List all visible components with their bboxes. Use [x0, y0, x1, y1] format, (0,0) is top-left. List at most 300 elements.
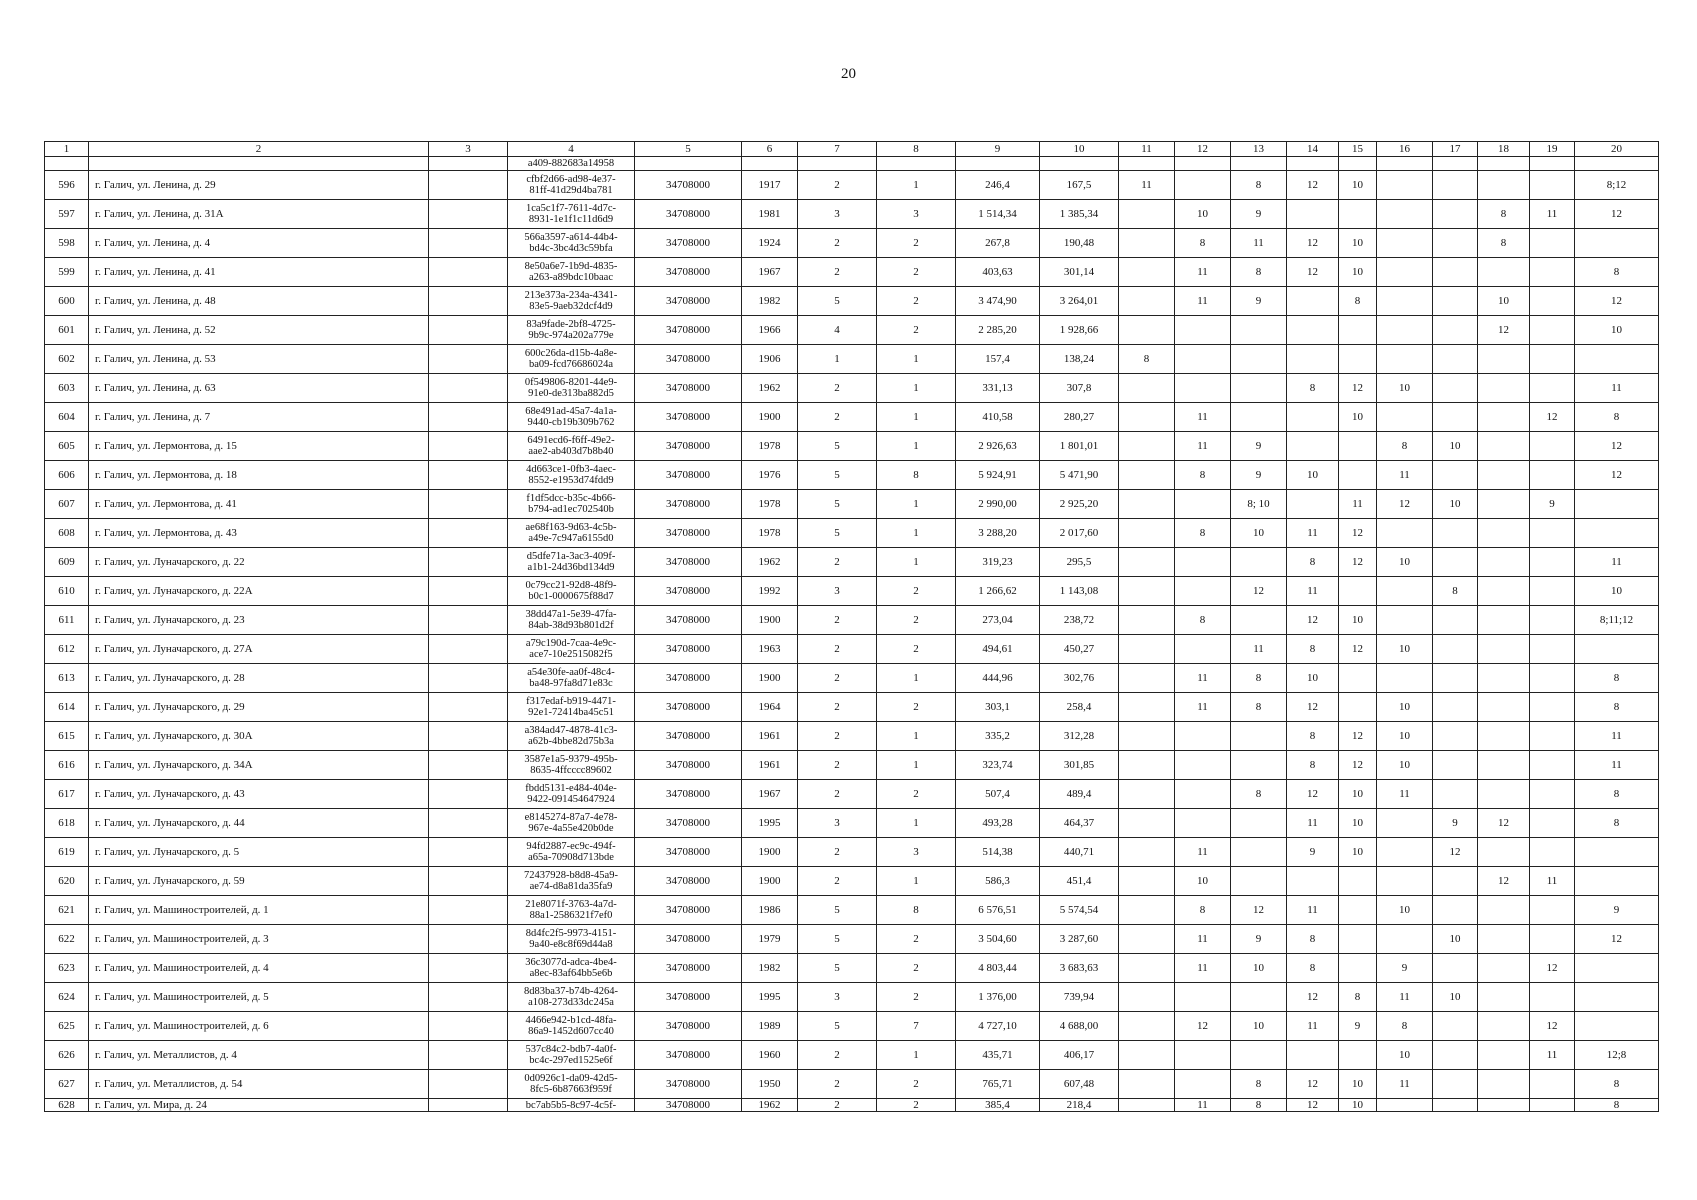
- col15-cell: 10: [1339, 1070, 1377, 1099]
- uuid-cell: [508, 403, 635, 432]
- col19-cell: 11: [1530, 1041, 1575, 1070]
- col15-cell: 11: [1339, 490, 1377, 519]
- col15-cell: [1339, 954, 1377, 983]
- col18-cell: 8: [1478, 200, 1530, 229]
- uuid-line-1: 6491ecd6-f6ff-49e2-: [527, 435, 615, 446]
- col13-cell: 9: [1231, 200, 1287, 229]
- uuid-line-1: 3587e1a5-9379-495b-: [524, 754, 618, 765]
- uuid-line-2: b794-ad1ec702540b: [528, 504, 614, 515]
- col19-cell: [1530, 345, 1575, 374]
- col17-cell: [1433, 403, 1478, 432]
- year-cell: 1982: [742, 954, 798, 983]
- col20-cell: 12: [1575, 287, 1659, 316]
- area-total-cell: 331,13: [956, 374, 1040, 403]
- table-row-continued: [45, 157, 1659, 171]
- col11-cell: [1119, 374, 1175, 403]
- uuid-cell: [508, 635, 635, 664]
- uuid-line-1: 38dd47a1-5e39-47fa-: [525, 609, 617, 620]
- uuid-cell: [508, 1070, 635, 1099]
- col15-cell: [1339, 867, 1377, 896]
- uuid-cell: [508, 258, 635, 287]
- col18-cell: 10: [1478, 287, 1530, 316]
- uuid-cell: [508, 345, 635, 374]
- table-row: [45, 664, 1659, 693]
- col14-cell: [1287, 316, 1339, 345]
- col14-cell: 11: [1287, 519, 1339, 548]
- entrances-cell: 1: [877, 490, 956, 519]
- col14-cell: [1287, 490, 1339, 519]
- area-living-cell: 489,4: [1040, 780, 1119, 809]
- col17-cell: [1433, 1012, 1478, 1041]
- col16-cell: 11: [1377, 983, 1433, 1012]
- entrances-cell: 1: [877, 403, 956, 432]
- address-cell: г. Галич, ул. Луначарского, д. 28: [89, 664, 429, 693]
- col20-cell: [1575, 519, 1659, 548]
- address-cell: г. Галич, ул. Луначарского, д. 22А: [89, 577, 429, 606]
- floors-cell: 3: [798, 200, 877, 229]
- col16-cell: [1377, 1099, 1433, 1112]
- col3-cell: [429, 229, 508, 258]
- area-total-cell: 403,63: [956, 258, 1040, 287]
- year-cell: 1962: [742, 548, 798, 577]
- col19-cell: [1530, 258, 1575, 287]
- oktmo-cell: 34708000: [635, 432, 742, 461]
- entrances-cell: 7: [877, 1012, 956, 1041]
- col14-cell: 8: [1287, 722, 1339, 751]
- col16-cell: 10: [1377, 896, 1433, 925]
- floors-cell: 2: [798, 171, 877, 200]
- col20-cell: 8: [1575, 809, 1659, 838]
- entrances-cell: 1: [877, 722, 956, 751]
- address-cell: г. Галич, ул. Машиностроителей, д. 5: [89, 983, 429, 1012]
- area-total-cell: 1 514,34: [956, 200, 1040, 229]
- table-row: [45, 577, 1659, 606]
- oktmo-cell: 34708000: [635, 606, 742, 635]
- col15-cell: 10: [1339, 403, 1377, 432]
- area-total-cell: 1 266,62: [956, 577, 1040, 606]
- area-living-cell: 312,28: [1040, 722, 1119, 751]
- uuid-cell: [508, 171, 635, 200]
- col18-cell: [1478, 751, 1530, 780]
- col15-cell: [1339, 925, 1377, 954]
- year-cell: 1986: [742, 896, 798, 925]
- col13-cell: 8: [1231, 664, 1287, 693]
- col11-cell: [1119, 635, 1175, 664]
- floors-cell: 2: [798, 1041, 877, 1070]
- col14-cell: [1287, 403, 1339, 432]
- row-number: 606: [45, 461, 89, 490]
- oktmo-cell: 34708000: [635, 490, 742, 519]
- row-number: 625: [45, 1012, 89, 1041]
- col18-cell: [1478, 345, 1530, 374]
- col3-cell: [429, 316, 508, 345]
- entrances-cell: 2: [877, 780, 956, 809]
- col15-cell: [1339, 1041, 1377, 1070]
- col15-cell: 10: [1339, 171, 1377, 200]
- table-row: [45, 316, 1659, 345]
- col11-cell: [1119, 867, 1175, 896]
- col3-cell: [429, 287, 508, 316]
- area-living-cell: 1 143,08: [1040, 577, 1119, 606]
- uuid-line-1: 4d663ce1-0fb3-4aec-: [526, 464, 616, 475]
- oktmo-cell: 34708000: [635, 171, 742, 200]
- column-header-20: 20: [1575, 142, 1659, 157]
- col16-cell: [1377, 606, 1433, 635]
- col13-cell: 11: [1231, 635, 1287, 664]
- uuid-line-1: 0f549806-8201-44e9-: [524, 377, 618, 388]
- oktmo-cell: 34708000: [635, 548, 742, 577]
- area-total-cell: 1 376,00: [956, 983, 1040, 1012]
- col14-cell: [1287, 867, 1339, 896]
- col20-cell: 8: [1575, 664, 1659, 693]
- col12-cell: 10: [1175, 200, 1231, 229]
- area-living-cell: 307,8: [1040, 374, 1119, 403]
- uuid-cell: [508, 896, 635, 925]
- oktmo-cell: 34708000: [635, 896, 742, 925]
- uuid-cell: bc7ab5b5-8c97-4c5f-: [508, 1099, 635, 1112]
- entrances-cell: 1: [877, 374, 956, 403]
- table-row: [45, 722, 1659, 751]
- column-header-10: 10: [1040, 142, 1119, 157]
- col17-cell: 9: [1433, 809, 1478, 838]
- uuid-cell: [508, 664, 635, 693]
- col13-cell: 8: [1231, 1099, 1287, 1112]
- col3-cell: [429, 403, 508, 432]
- area-living-cell: 3 683,63: [1040, 954, 1119, 983]
- col20-cell: [1575, 867, 1659, 896]
- col18-cell: [1478, 1099, 1530, 1112]
- uuid-cell: [508, 200, 635, 229]
- oktmo-cell: 34708000: [635, 751, 742, 780]
- col16-cell: [1377, 867, 1433, 896]
- uuid-line-1: 68e491ad-45a7-4a1a-: [525, 406, 617, 417]
- col17-cell: [1433, 461, 1478, 490]
- col12-cell: 11: [1175, 287, 1231, 316]
- col12-cell: 11: [1175, 403, 1231, 432]
- entrances-cell: 1: [877, 664, 956, 693]
- area-living-cell: 2 017,60: [1040, 519, 1119, 548]
- uuid-line-2: 84ab-38d93b801d2f: [528, 620, 614, 631]
- col18-cell: [1478, 432, 1530, 461]
- address-cell: г. Галич, ул. Луначарского, д. 44: [89, 809, 429, 838]
- year-cell: 1995: [742, 809, 798, 838]
- uuid-cell: [508, 316, 635, 345]
- col15-cell: [1339, 432, 1377, 461]
- col3-cell: [429, 635, 508, 664]
- col16-cell: [1377, 925, 1433, 954]
- col12-cell: 8: [1175, 461, 1231, 490]
- col20-cell: [1575, 490, 1659, 519]
- uuid-line-2: a49e-7c947a6155d0: [528, 533, 614, 544]
- col16-cell: 10: [1377, 1041, 1433, 1070]
- year-cell: 1978: [742, 432, 798, 461]
- col13-cell: 10: [1231, 1012, 1287, 1041]
- row-number: 603: [45, 374, 89, 403]
- year-cell: 1924: [742, 229, 798, 258]
- col20-cell: 10: [1575, 316, 1659, 345]
- row-number: 609: [45, 548, 89, 577]
- uuid-line-2: 8635-4ffcccc89602: [530, 765, 612, 776]
- col19-cell: [1530, 925, 1575, 954]
- uuid-line-2: 81ff-41d29d4ba781: [529, 185, 613, 196]
- col16-cell: 10: [1377, 374, 1433, 403]
- col14-cell: 10: [1287, 461, 1339, 490]
- oktmo-cell: 34708000: [635, 461, 742, 490]
- col19-cell: [1530, 374, 1575, 403]
- floors-cell: 2: [798, 722, 877, 751]
- col13-cell: [1231, 809, 1287, 838]
- uuid-line-1: f317edaf-b919-4471-: [526, 696, 616, 707]
- col15-cell: 8: [1339, 983, 1377, 1012]
- col15-cell: [1339, 693, 1377, 722]
- col13-cell: [1231, 345, 1287, 374]
- address-cell: г. Галич, ул. Ленина, д. 31А: [89, 200, 429, 229]
- col11-cell: 11: [1119, 171, 1175, 200]
- area-living-cell: 1 801,01: [1040, 432, 1119, 461]
- col20-cell: 8;12: [1575, 171, 1659, 200]
- address-cell: г. Галич, ул. Луначарского, д. 29: [89, 693, 429, 722]
- col20-cell: [1575, 229, 1659, 258]
- col19-cell: [1530, 171, 1575, 200]
- col16-cell: [1377, 519, 1433, 548]
- row-number: 604: [45, 403, 89, 432]
- oktmo-cell: 34708000: [635, 809, 742, 838]
- col19-cell: [1530, 722, 1575, 751]
- col13-cell: [1231, 722, 1287, 751]
- uuid-line-1: f1df5dcc-b35c-4b66-: [526, 493, 616, 504]
- row-number: 602: [45, 345, 89, 374]
- col3-cell: [429, 809, 508, 838]
- table-row: [45, 693, 1659, 722]
- uuid-cell: [508, 374, 635, 403]
- column-header-13: 13: [1231, 142, 1287, 157]
- col3-cell: [429, 954, 508, 983]
- col11-cell: [1119, 606, 1175, 635]
- col14-cell: [1287, 432, 1339, 461]
- column-header-14: 14: [1287, 142, 1339, 157]
- col16-cell: 10: [1377, 548, 1433, 577]
- address-cell: г. Галич, ул. Металлистов, д. 54: [89, 1070, 429, 1099]
- col15-cell: [1339, 316, 1377, 345]
- table-row: [45, 838, 1659, 867]
- col19-cell: [1530, 548, 1575, 577]
- area-living-cell: 1 385,34: [1040, 200, 1119, 229]
- col20-cell: [1575, 954, 1659, 983]
- col3-cell: [429, 1041, 508, 1070]
- column-header-7: 7: [798, 142, 877, 157]
- col13-cell: [1231, 751, 1287, 780]
- uuid-cell: [508, 1041, 635, 1070]
- row-number: 622: [45, 925, 89, 954]
- year-cell: 1978: [742, 490, 798, 519]
- uuid-cell: [508, 925, 635, 954]
- year-cell: 1964: [742, 693, 798, 722]
- floors-cell: 2: [798, 606, 877, 635]
- col3-cell: [429, 345, 508, 374]
- year-cell: 1963: [742, 635, 798, 664]
- table-row: [45, 751, 1659, 780]
- uuid-line-2: b0c1-0000675f88d7: [528, 591, 614, 602]
- col16-cell: [1377, 345, 1433, 374]
- col12-cell: [1175, 490, 1231, 519]
- address-cell: г. Галич, ул. Луначарского, д. 59: [89, 867, 429, 896]
- col16-cell: [1377, 200, 1433, 229]
- col13-cell: 9: [1231, 925, 1287, 954]
- col16-cell: 10: [1377, 635, 1433, 664]
- area-living-cell: 295,5: [1040, 548, 1119, 577]
- address-cell: г. Галич, ул. Металлистов, д. 4: [89, 1041, 429, 1070]
- floors-cell: 2: [798, 229, 877, 258]
- address-cell: г. Галич, ул. Ленина, д. 48: [89, 287, 429, 316]
- entrances-cell: 2: [877, 635, 956, 664]
- col20-cell: 10: [1575, 577, 1659, 606]
- row-number: 607: [45, 490, 89, 519]
- col12-cell: 12: [1175, 1012, 1231, 1041]
- address-cell: г. Галич, ул. Ленина, д. 7: [89, 403, 429, 432]
- col17-cell: [1433, 896, 1478, 925]
- col13-cell: [1231, 316, 1287, 345]
- col20-cell: 8: [1575, 1099, 1659, 1112]
- address-cell: г. Галич, ул. Луначарского, д. 43: [89, 780, 429, 809]
- col18-cell: 8: [1478, 229, 1530, 258]
- uuid-cell: [508, 838, 635, 867]
- table-row: [45, 896, 1659, 925]
- col19-cell: [1530, 1070, 1575, 1099]
- uuid-cell: [508, 461, 635, 490]
- area-total-cell: 335,2: [956, 722, 1040, 751]
- uuid-line-1: 213e373a-234a-4341-: [524, 290, 618, 301]
- column-header-17: 17: [1433, 142, 1478, 157]
- row-number: 608: [45, 519, 89, 548]
- col18-cell: [1478, 548, 1530, 577]
- col13-cell: [1231, 838, 1287, 867]
- oktmo-cell: 34708000: [635, 838, 742, 867]
- entrances-cell: 1: [877, 345, 956, 374]
- year-cell: 1900: [742, 403, 798, 432]
- row-number: 618: [45, 809, 89, 838]
- col11-cell: [1119, 229, 1175, 258]
- floors-cell: 2: [798, 548, 877, 577]
- column-header-1: 1: [45, 142, 89, 157]
- col3-cell: [429, 1070, 508, 1099]
- address-cell: г. Галич, ул. Лермонтова, д. 18: [89, 461, 429, 490]
- year-cell: 1917: [742, 171, 798, 200]
- address-cell: г. Галич, ул. Машиностроителей, д. 3: [89, 925, 429, 954]
- col18-cell: 12: [1478, 867, 1530, 896]
- col16-cell: [1377, 171, 1433, 200]
- entrances-cell: 2: [877, 954, 956, 983]
- row-number: 596: [45, 171, 89, 200]
- address-cell: г. Галич, ул. Ленина, д. 41: [89, 258, 429, 287]
- col14-cell: 12: [1287, 693, 1339, 722]
- col15-cell: [1339, 577, 1377, 606]
- col11-cell: [1119, 577, 1175, 606]
- col12-cell: 8: [1175, 229, 1231, 258]
- col3-cell: [429, 548, 508, 577]
- uuid-line-2: 8552-e1953d74fdd9: [528, 475, 614, 486]
- uuid-cell: [508, 1012, 635, 1041]
- column-header-3: 3: [429, 142, 508, 157]
- floors-cell: 5: [798, 432, 877, 461]
- col19-cell: [1530, 664, 1575, 693]
- area-living-cell: 258,4: [1040, 693, 1119, 722]
- table-row: [45, 374, 1659, 403]
- uuid-line-1: 36c3077d-adca-4be4-: [525, 957, 617, 968]
- uuid-line-1: e8145274-87a7-4e78-: [524, 812, 618, 823]
- col17-cell: [1433, 664, 1478, 693]
- floors-cell: 1: [798, 345, 877, 374]
- year-cell: 1992: [742, 577, 798, 606]
- col12-cell: 8: [1175, 606, 1231, 635]
- area-living-cell: 238,72: [1040, 606, 1119, 635]
- area-living-cell: 218,4: [1040, 1099, 1119, 1112]
- column-header-9: 9: [956, 142, 1040, 157]
- year-cell: 1906: [742, 345, 798, 374]
- col16-cell: [1377, 403, 1433, 432]
- col14-cell: 8: [1287, 954, 1339, 983]
- col13-cell: [1231, 983, 1287, 1012]
- row-number: 620: [45, 867, 89, 896]
- col16-cell: [1377, 664, 1433, 693]
- col12-cell: 11: [1175, 925, 1231, 954]
- row-number: 612: [45, 635, 89, 664]
- col20-cell: 8: [1575, 403, 1659, 432]
- col11-cell: [1119, 200, 1175, 229]
- col11-cell: [1119, 751, 1175, 780]
- entrances-cell: 1: [877, 432, 956, 461]
- col11-cell: [1119, 1070, 1175, 1099]
- col17-cell: [1433, 751, 1478, 780]
- col18-cell: [1478, 954, 1530, 983]
- oktmo-cell: 34708000: [635, 722, 742, 751]
- uuid-line-1: 0c79cc21-92d8-48f9-: [525, 580, 617, 591]
- col15-cell: 12: [1339, 374, 1377, 403]
- col11-cell: [1119, 287, 1175, 316]
- col18-cell: 12: [1478, 809, 1530, 838]
- floors-cell: 4: [798, 316, 877, 345]
- year-cell: 1979: [742, 925, 798, 954]
- col20-cell: 8;11;12: [1575, 606, 1659, 635]
- col3-cell: [429, 519, 508, 548]
- col15-cell: 10: [1339, 1099, 1377, 1112]
- uuid-line-2: 9422-091454647924: [527, 794, 615, 805]
- col14-cell: 12: [1287, 606, 1339, 635]
- area-total-cell: 4 803,44: [956, 954, 1040, 983]
- col17-cell: [1433, 635, 1478, 664]
- row-number: 598: [45, 229, 89, 258]
- col3-cell: [429, 983, 508, 1012]
- col12-cell: 11: [1175, 1099, 1231, 1112]
- row-number: 615: [45, 722, 89, 751]
- col12-cell: [1175, 809, 1231, 838]
- col15-cell: 10: [1339, 809, 1377, 838]
- area-living-cell: 302,76: [1040, 664, 1119, 693]
- col11-cell: [1119, 490, 1175, 519]
- col18-cell: 12: [1478, 316, 1530, 345]
- col15-cell: 12: [1339, 635, 1377, 664]
- address-cell: г. Галич, ул. Ленина, д. 52: [89, 316, 429, 345]
- year-cell: 1982: [742, 287, 798, 316]
- table-row: [45, 432, 1659, 461]
- col18-cell: [1478, 693, 1530, 722]
- col15-cell: [1339, 200, 1377, 229]
- row-number: 619: [45, 838, 89, 867]
- col19-cell: [1530, 577, 1575, 606]
- col12-cell: 11: [1175, 838, 1231, 867]
- table-row: [45, 548, 1659, 577]
- col11-cell: [1119, 1041, 1175, 1070]
- col3-cell: [429, 171, 508, 200]
